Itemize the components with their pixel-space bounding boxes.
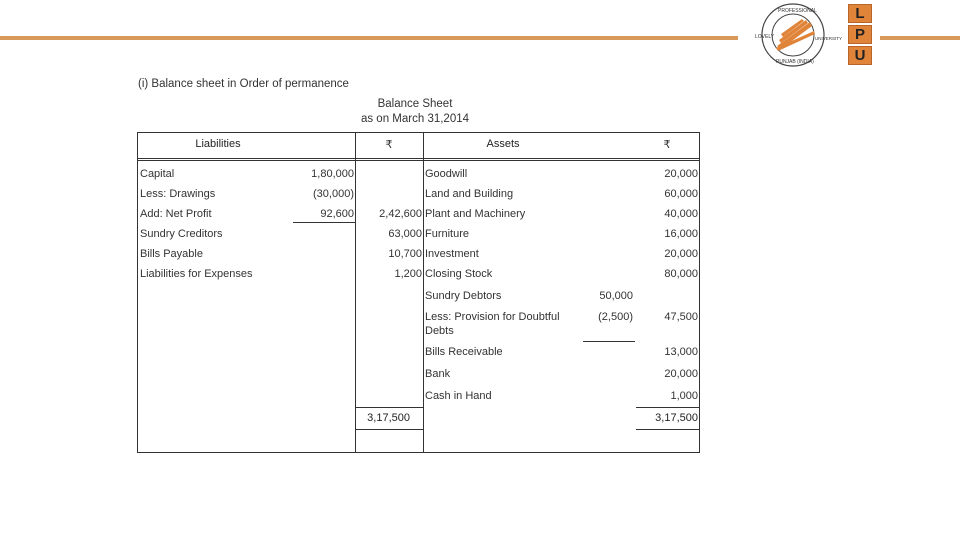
slide-heading: (i) Balance sheet in Order of permanence — [138, 78, 349, 90]
balance-sheet-table — [137, 132, 700, 453]
asset-amount: 20,000 — [664, 248, 698, 260]
asset-label: Bills Receivable — [425, 346, 503, 358]
asset-inner-amount: (2,500) — [598, 311, 633, 323]
liability-label: Capital — [140, 168, 175, 180]
liability-inner-amount: 1,80,000 — [311, 168, 354, 180]
header-rupee-liabilities: ₹ — [385, 139, 393, 151]
asset-amount: 40,000 — [664, 208, 698, 220]
column-divider — [423, 133, 424, 452]
asset-amount: 20,000 — [664, 168, 698, 180]
logo-letter-p: P — [848, 25, 872, 44]
asset-label: Goodwill — [425, 168, 468, 180]
asset-amount: 13,000 — [664, 346, 698, 358]
total-rule-top — [636, 407, 700, 408]
ring-left-text: LOVELY — [755, 34, 775, 40]
asset-label: Land and Building — [425, 188, 514, 200]
asset-amount: 47,500 — [664, 311, 698, 323]
asset-label: Furniture — [425, 228, 470, 240]
asset-label: Plant and Machinery — [425, 208, 526, 220]
total-rule-bottom — [636, 429, 700, 430]
header-rule — [138, 158, 699, 159]
liability-amount: 63,000 — [388, 228, 422, 240]
column-divider — [355, 133, 356, 452]
asset-inner-amount: 50,000 — [599, 290, 633, 302]
asset-amount: 16,000 — [664, 228, 698, 240]
liability-amount: 1,200 — [394, 268, 422, 280]
asset-label: Bank — [425, 368, 451, 380]
asset-amount: 1,000 — [670, 390, 698, 402]
header-bar-right — [880, 36, 960, 40]
asset-label: Cash in Hand — [425, 390, 492, 402]
emblem-icon — [748, 2, 843, 68]
header-rupee-assets: ₹ — [663, 139, 671, 151]
lpu-emblem — [748, 2, 843, 68]
asset-amount: 60,000 — [664, 188, 698, 200]
total-liabilities: 3,17,500 — [367, 412, 410, 424]
asset-amount: 80,000 — [664, 268, 698, 280]
liability-inner-amount: 92,600 — [320, 208, 354, 220]
asset-label: Closing Stock — [425, 268, 493, 280]
liability-label: Sundry Creditors — [140, 228, 223, 240]
header-liabilities: Liabilities — [195, 138, 241, 150]
asset-amount: 20,000 — [664, 368, 698, 380]
header-assets: Assets — [486, 138, 520, 150]
liability-amount: 2,42,600 — [379, 208, 422, 220]
logo-letter-l: L — [848, 4, 872, 23]
total-rule-top — [356, 407, 423, 408]
asset-label: Less: Provision for Doubtful — [425, 311, 560, 323]
liability-amount: 10,700 — [388, 248, 422, 260]
asset-label: Investment — [425, 248, 479, 260]
logo-letter-u: U — [848, 46, 872, 65]
ring-right-text: UNIVERSITY — [815, 36, 843, 41]
total-rule-bottom — [356, 429, 423, 430]
balance-sheet-title: Balance Sheet — [377, 98, 453, 110]
total-assets: 3,17,500 — [655, 412, 698, 424]
liability-label: Bills Payable — [140, 248, 203, 260]
subtotal-rule — [293, 222, 355, 223]
asset-label: Sundry Debtors — [425, 290, 502, 302]
header-rule — [138, 160, 699, 161]
ring-top-text: PROFESSIONAL — [778, 8, 817, 14]
header-bar-left — [0, 36, 738, 40]
balance-sheet-date: as on March 31,2014 — [360, 113, 470, 125]
liability-label: Add: Net Profit — [140, 208, 212, 220]
asset-label-continued: Debts — [425, 325, 454, 337]
liability-label: Less: Drawings — [140, 188, 216, 200]
liability-label: Liabilities for Expenses — [140, 268, 253, 280]
subtotal-rule — [583, 341, 635, 342]
liability-inner-amount: (30,000) — [313, 188, 354, 200]
ring-bottom-text: PUNJAB (INDIA) — [776, 59, 814, 65]
